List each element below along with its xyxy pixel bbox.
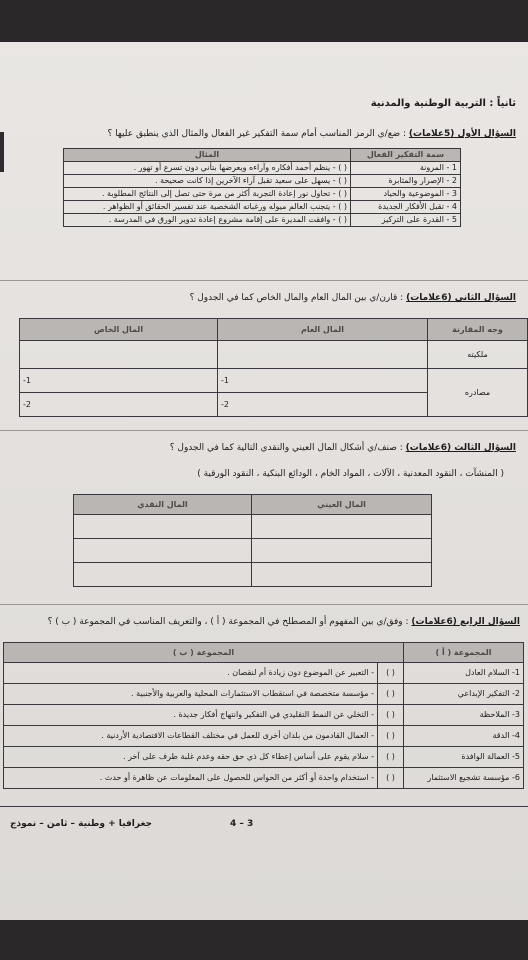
q1-trait: 2 - الإصرار والمثابرة [351, 175, 461, 188]
q4-definition: - استخدام واحدة أو أكثر من الحواس للحصول على المعلومات عن ظاهرة أو حدث . [4, 768, 378, 789]
footer-label: جغرافيا + وطنية – ثامن – نموذج [10, 819, 153, 829]
q3-answer-cell[interactable] [74, 539, 252, 563]
q1-header-trait: سمة التفكير الفعال [351, 149, 461, 162]
q4-term: 5- العمالة الوافدة [404, 747, 524, 768]
q1-header-row [64, 149, 461, 162]
q1-example[interactable]: ( ) - ينظم أحمد أفكاره وآراءه ويعرضها بتأني دون تسرع أو تهور . [64, 162, 351, 175]
q3-answer-cell[interactable] [74, 515, 252, 539]
q1-example[interactable]: ( ) - يتجنب العالم ميوله ورغباته الشخصية عند تفسير الحقائق أو الظواهر . [64, 201, 351, 214]
q3-row [74, 563, 432, 587]
q4-row [4, 663, 524, 684]
q3-title: السؤال الثالث (6علامات) [405, 443, 516, 453]
q2-answer-cell[interactable] [20, 393, 218, 417]
divider [0, 280, 528, 281]
q4-row [4, 684, 524, 705]
q2-answer-cell[interactable] [218, 341, 428, 369]
q3-items: ( المنشآت ، النقود المعدنية ، الآلات ، المواد الخام ، الودائع البنكية ، النقود الورقية ) [197, 469, 504, 479]
q2-title: السؤال الثاني (6علامات) [406, 293, 516, 303]
q1-header-example: المثال [64, 149, 351, 162]
q3-heading [170, 442, 516, 454]
q1-title: السؤال الأول (5علامات) [408, 129, 516, 139]
q3-answer-cell[interactable] [252, 563, 432, 587]
q4-answer-slot[interactable]: ( ) [378, 768, 404, 789]
q1-row [64, 175, 461, 188]
q4-header-b: المجموعة ( ب ) [4, 643, 404, 663]
item-number: -2 [221, 399, 229, 409]
footer-rule [0, 806, 528, 807]
q2-instruction: : قارن/ي بين المال العام والمال الخاص كما في الجدول ؟ [189, 293, 404, 303]
q2-sources-label: مصادره [428, 369, 528, 417]
photo-shadow [0, 132, 4, 172]
q2-header-public: المال العام [218, 319, 428, 341]
q3-header-physical: المال العيني [252, 495, 432, 515]
q3-answer-cell[interactable] [252, 515, 432, 539]
q1-table [63, 148, 461, 227]
q2-header-row [20, 319, 528, 341]
item-number: -1 [23, 375, 31, 385]
q4-term: 6- مؤسسة تشجيع الاستثمار [404, 768, 524, 789]
q3-header-row [74, 495, 432, 515]
q1-example[interactable]: ( ) - تحاول نور إعادة التجربة أكثر من مرة حتى تصل إلى النتائج المطلوبة . [64, 188, 351, 201]
q1-trait: 1 - المرونة [351, 162, 461, 175]
q1-row [64, 214, 461, 227]
q2-answer-cell[interactable] [218, 393, 428, 417]
q4-answer-slot[interactable]: ( ) [378, 684, 404, 705]
q1-trait: 5 - القدرة على التركيز [351, 214, 461, 227]
q3-answer-cell[interactable] [252, 539, 432, 563]
q4-heading [48, 616, 520, 628]
q2-row-sources [20, 369, 528, 393]
q4-row [4, 747, 524, 768]
q2-heading [190, 292, 516, 304]
exam-page [0, 42, 528, 920]
q3-header-monetary: المال النقدي [74, 495, 252, 515]
q4-answer-slot[interactable]: ( ) [378, 726, 404, 747]
q2-header-aspect: وجه المقارنة [428, 319, 528, 341]
q3-row [74, 515, 432, 539]
divider [0, 604, 528, 605]
q4-table [3, 642, 524, 789]
q1-trait: 4 - تقبل الأفكار الجديدة [351, 201, 461, 214]
q2-answer-cell[interactable] [218, 369, 428, 393]
q4-title: السؤال الرابع (6علامات) [411, 617, 520, 627]
q4-definition: - سلام يقوم على أساس إعطاء كل ذي حق حقه وعدم غلبة طرف على آخر . [4, 747, 378, 768]
q2-row-ownership [20, 341, 528, 369]
q4-instruction: : وفق/ي بين المفهوم أو المصطلح في المجموعة ( أ ) ، والتعريف المناسب في المجموعة ( ب ) ؟ [47, 617, 409, 627]
page-number: 4 – 3 [230, 819, 254, 829]
q4-row [4, 768, 524, 789]
q1-row [64, 188, 461, 201]
q4-answer-slot[interactable]: ( ) [378, 663, 404, 684]
item-number: -1 [221, 375, 229, 385]
q1-row [64, 162, 461, 175]
q1-trait: 3 - الموضوعية والحياد [351, 188, 461, 201]
q4-header-row [4, 643, 524, 663]
q4-term: 3- الملاحظة [404, 705, 524, 726]
q3-row [74, 539, 432, 563]
q4-row [4, 726, 524, 747]
q1-instruction: : ضع/ي الرمز المناسب أمام سمة التفكير غير الفعال والمثال الذي ينطبق عليها ؟ [107, 129, 407, 139]
q2-table [19, 318, 528, 417]
item-number: -2 [23, 399, 31, 409]
q4-answer-slot[interactable]: ( ) [378, 705, 404, 726]
section-title: ثانياً : التربية الوطنية والمدنية [370, 98, 516, 109]
q4-term: 4- الدقة [404, 726, 524, 747]
q3-answer-cell[interactable] [74, 563, 252, 587]
q4-answer-slot[interactable]: ( ) [378, 747, 404, 768]
q4-definition: - التخلي عن النمط التقليدي في التفكير وانتهاج أفكار جديدة . [4, 705, 378, 726]
q3-instruction: : صنف/ي أشكال المال العيني والنقدي التالية كما في الجدول ؟ [169, 443, 403, 453]
q4-definition: - مؤسسة متخصصة في استقطاب الاستثمارات المحلية والعربية والأجنبية . [4, 684, 378, 705]
q4-row [4, 705, 524, 726]
q4-definition: - العمال القادمون من بلدان أخرى للعمل في مختلف القطاعات الاقتصادية الأردنية . [4, 726, 378, 747]
q4-term: 2- التفكير الإبداعي [404, 684, 524, 705]
q4-header-a: المجموعة ( أ ) [404, 643, 524, 663]
q4-definition: - التعبير عن الموضوع دون زيادة أم لنقصان . [4, 663, 378, 684]
q4-term: 1- السلام العادل [404, 663, 524, 684]
divider [0, 430, 528, 431]
q2-header-private: المال الخاص [20, 319, 218, 341]
q1-heading [107, 128, 516, 140]
q1-example[interactable]: ( ) - يسهل على سعيد تقبل آراء الآخرين إذا كانت صحيحة . [64, 175, 351, 188]
q1-example[interactable]: ( ) - وافقت المديرة على إقامة مشروع إعادة تدوير الورق في المدرسة . [64, 214, 351, 227]
q2-answer-cell[interactable] [20, 341, 218, 369]
q2-ownership-label: ملكيته [428, 341, 528, 369]
q2-answer-cell[interactable] [20, 369, 218, 393]
q3-table [73, 494, 432, 587]
q1-row [64, 201, 461, 214]
